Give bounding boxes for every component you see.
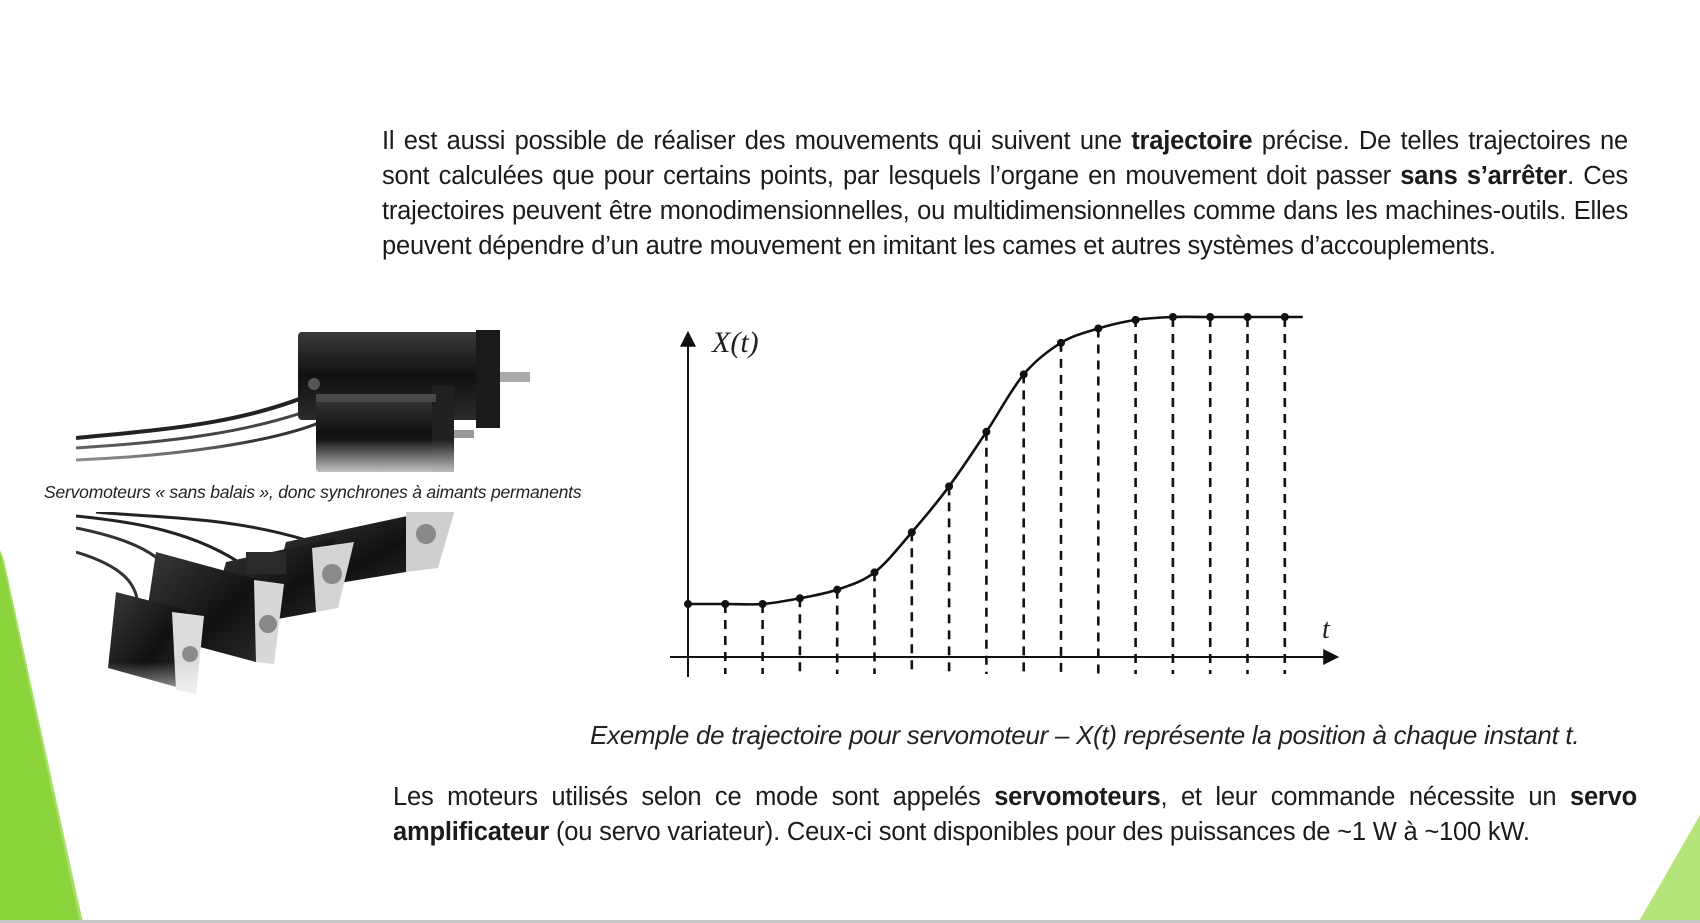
servo-bold-servo-amplificateur: servo amplificateur [393,783,1638,846]
servomotor-photo-bottom [76,512,546,708]
servo-bold-servomoteurs: servomoteurs [994,783,1161,811]
sample-point [1094,324,1102,332]
sample-point [908,528,916,536]
servomotor-photo-top [76,330,546,472]
right-green-triangle [1638,815,1700,923]
y-axis-label: X(t) [712,326,759,359]
servo-text-1: Les moteurs utilisés selon ce mode sont appelés [393,783,995,811]
servo-text-2: , et leur commande nécessite un [1160,783,1570,811]
servomotor-paragraph [393,780,1637,850]
sample-point [684,600,692,608]
intro-text-3: . Ces trajectoires peuvent être monodimensionnelles, ou multidimensionnelles comme dans les machines-outils. Elles peuvent dépendre d’un autre mouvement en imitant les cames et autres systèmes d’accouplements. [382,162,1628,260]
sample-point [982,428,990,436]
intro-paragraph [382,124,1628,264]
x-axis-label: t [1322,614,1330,645]
intro-text-1: Il est aussi possible de réaliser des mouvements qui suivent une [382,127,1132,155]
sample-point [721,600,729,608]
sample-point [1132,316,1140,324]
sample-lines [725,312,1285,674]
sample-point [1020,370,1028,378]
graph-caption: Exemple de trajectoire pour servomoteur – X(t) représente la position à chaque instant t. [590,720,1580,750]
intro-bold-sans-arreter: sans s’arrêter [1400,162,1568,190]
sample-point [796,594,804,602]
intro-bold-trajectoire: trajectoire [1131,127,1253,155]
sample-point [1281,313,1289,321]
sample-point [833,586,841,594]
sample-point [871,568,879,576]
sample-point [1206,313,1214,321]
intro-text-2: précise. De telles trajectoires ne sont calculées que pour certains points, par lesquels l’organe en mouvement doit passer [382,127,1628,190]
sample-point [759,600,767,608]
servo-text-3: (ou servo variateur). Ceux-ci sont disponibles pour des puissances de ~1 W à ~100 kW. [549,818,1530,846]
sample-point [1169,313,1177,321]
trajectory-graph [660,312,1360,682]
sample-point [1244,313,1252,321]
photo-caption: Servomoteurs « sans balais », donc synchrones à aimants permanents [44,482,582,502]
sample-point [1057,339,1065,347]
sample-point [945,482,953,490]
